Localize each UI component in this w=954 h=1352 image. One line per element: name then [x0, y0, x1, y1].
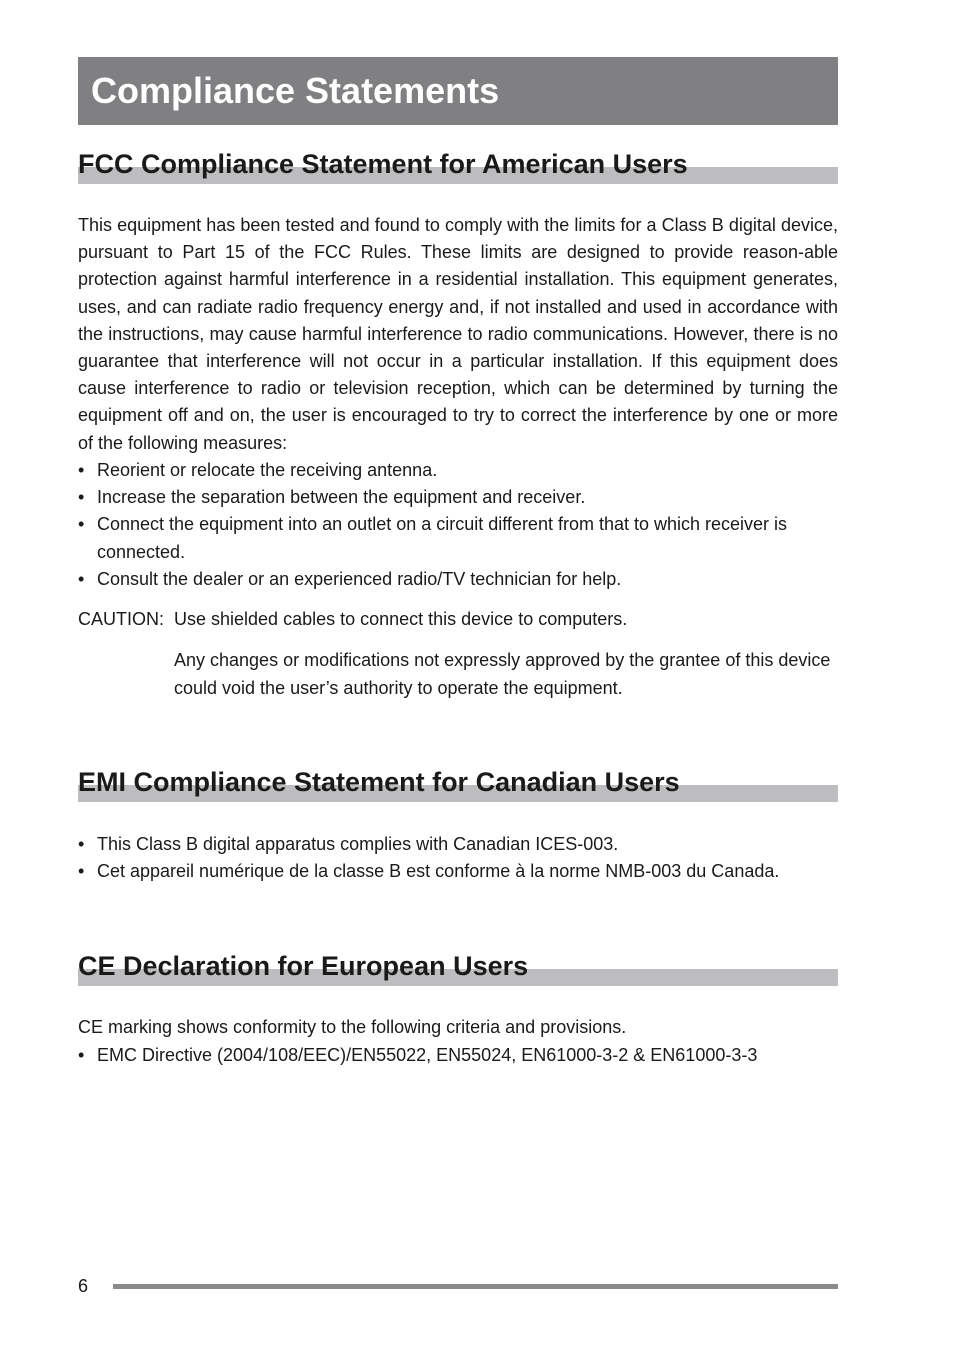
caution-label: CAUTION: [78, 609, 165, 629]
ce-intro-paragraph: CE marking shows conformity to the following criteria and provisions. [78, 1017, 627, 1037]
fcc-measures-list [78, 457, 840, 593]
page-title-bar [78, 57, 838, 125]
fcc-measure-text: Consult the dealer or an experienced radio/TV technician for help. [97, 568, 622, 589]
emi-item-text: This Class B digital apparatus complies with Canadian ICES-003. [97, 834, 619, 854]
fcc-intro-paragraph: This equipment has been tested and found to comply with the limits for a Class B digital device, pursuant to Part 15 of the FCC Rules. These limits are designed to provide reason-able protection against harmful interference in a residential installation. This equipment generates, uses, and can radiate radio frequency energy and, if not installed and used in accordance with the instructions, may cause harmful interference to radio communications. However, there is no guarantee that interference will not occur in a particular installation. If this equipment does cause interference to radio or television reception, which can be determined by turning the equipment off and on, the user is encouraged to try to correct the interference by one or more of the following measures: [78, 215, 838, 453]
fcc-measure-text: Connect the equipment into an outlet on a circuit different from that to which receiver is connected. [97, 514, 788, 562]
fcc-heading-text: FCC Compliance Statement for American Users [78, 149, 688, 179]
list-item [78, 484, 840, 511]
bullet-icon: • [78, 568, 85, 589]
ce-list [78, 1042, 840, 1069]
list-item [78, 858, 840, 885]
list-item [78, 457, 840, 484]
emi-item-text: Cet appareil numérique de la classe B est conforme à la norme NMB-003 du Canada. [97, 861, 780, 882]
bullet-icon: • [78, 460, 85, 480]
bullet-icon: • [78, 487, 85, 508]
bullet-icon: • [78, 514, 85, 535]
list-item [78, 566, 840, 593]
list-item [78, 831, 840, 858]
fcc-measure-text: Increase the separation between the equipment and receiver. [97, 487, 586, 508]
emi-heading-text: EMI Compliance Statement for Canadian Users [78, 767, 680, 797]
caution-note: Any changes or modifications not expressly approved by the grantee of this device could void the user’s authority to operate the equipment. [174, 650, 831, 698]
ce-heading-text: CE Declaration for European Users [78, 951, 529, 981]
emi-section-heading [78, 762, 838, 802]
bullet-icon: • [78, 861, 85, 882]
emi-list [78, 831, 840, 885]
fcc-measure-text: Reorient or relocate the receiving antenna. [97, 460, 438, 480]
footer-rule [113, 1284, 838, 1289]
fcc-section-heading [78, 144, 838, 184]
page-title: Compliance Statements [91, 70, 500, 111]
bullet-icon: • [78, 834, 85, 854]
page-number: 6 [78, 1276, 89, 1296]
ce-item-text: EMC Directive (2004/108/EEC)/EN55022, EN55024, EN61000-3-2 & EN61000-3-3 [97, 1045, 758, 1065]
caution-text: Use shielded cables to connect this device to computers. [174, 609, 628, 629]
ce-section-heading [78, 946, 838, 986]
list-item [78, 1042, 840, 1069]
list-item [78, 511, 840, 565]
bullet-icon: • [78, 1045, 85, 1065]
